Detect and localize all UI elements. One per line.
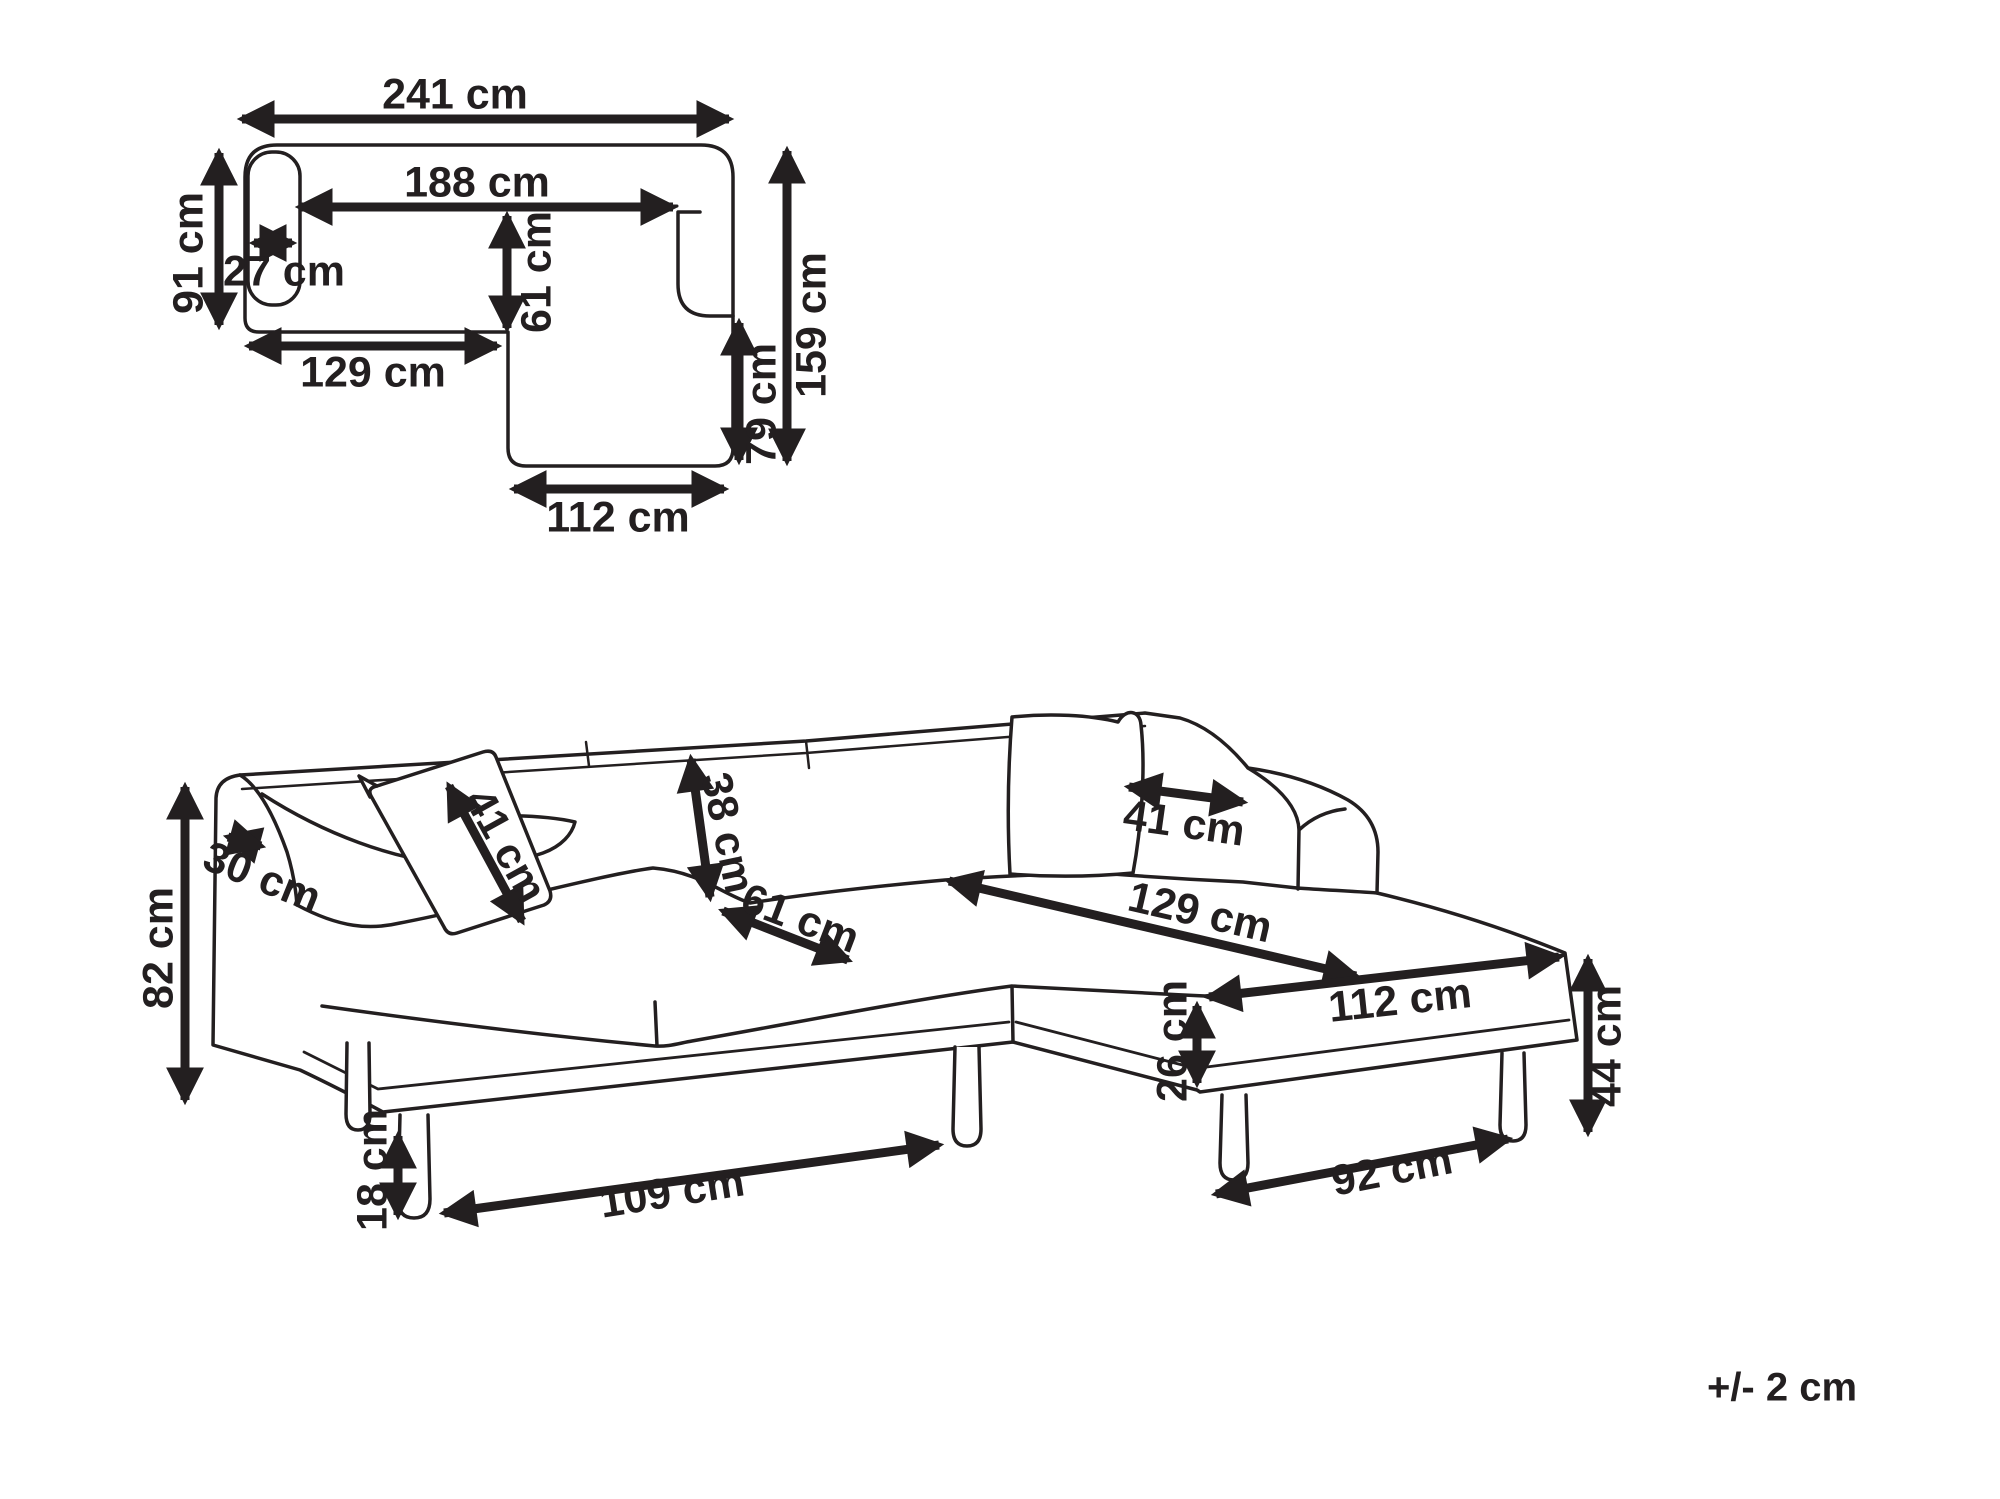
perspective-view-drawing	[213, 713, 1577, 1218]
dim-label-92: 92 cm	[1327, 1135, 1457, 1206]
dim-label-159: 159 cm	[787, 252, 836, 398]
dim-label-41L: 41 cm	[454, 780, 556, 911]
dim-label-188: 188 cm	[404, 158, 550, 207]
dim-label-30: 30 cm	[196, 832, 328, 923]
dim-label-44: 44 cm	[1582, 985, 1631, 1107]
dim-label-112p: 112 cm	[1326, 969, 1474, 1032]
dim-label-241: 241 cm	[382, 70, 528, 119]
dim-label-38: 38 cm	[691, 768, 764, 898]
dim-label-27: 27 cm	[223, 247, 345, 296]
dim-label-129p: 129 cm	[1123, 872, 1277, 953]
dim-label-79: 79 cm	[737, 343, 786, 465]
dim-label-61p: 61 cm	[734, 874, 866, 963]
tolerance-note: +/- 2 cm	[1706, 1365, 1858, 1410]
dim-label-82: 82 cm	[134, 887, 183, 1009]
dim-label-18: 18 cm	[348, 1109, 397, 1231]
dim-label-112t: 112 cm	[546, 493, 690, 542]
dim-label-91: 91 cm	[164, 192, 213, 314]
right-pillow	[1008, 713, 1143, 877]
dim-label-26: 26 cm	[1148, 980, 1197, 1102]
dim-label-129t: 129 cm	[300, 348, 446, 397]
dim-label-41R: 41 cm	[1120, 791, 1248, 856]
dim-label-61t: 61 cm	[512, 211, 561, 333]
dim-label-109: 109 cm	[596, 1157, 748, 1228]
